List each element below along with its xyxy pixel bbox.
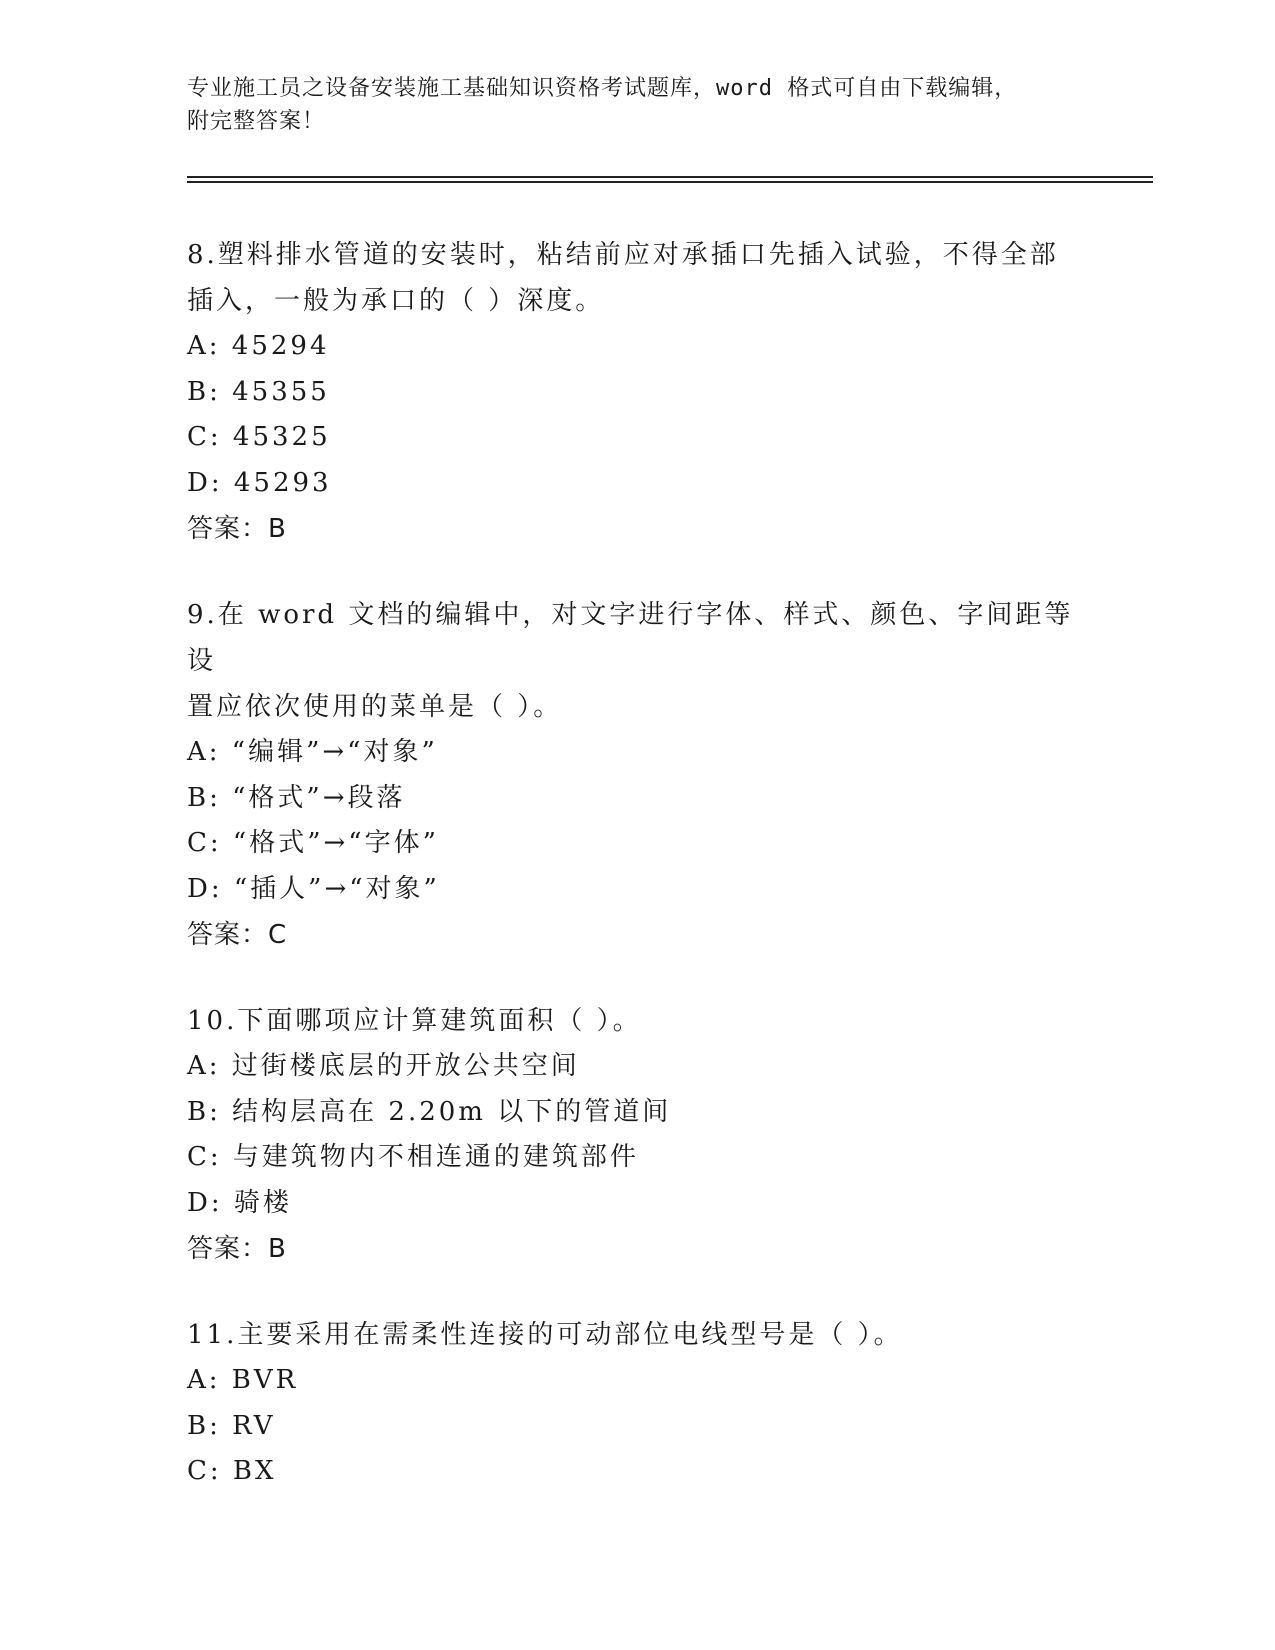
header-line-1: 专业施工员之设备安装施工基础知识资格考试题库，word 格式可自由下载编辑， <box>187 76 1018 101</box>
option-d: D: 骑楼 <box>187 1187 292 1218</box>
answer: 答案：B <box>187 514 287 544</box>
option-a: A: “编辑”→“对象” <box>187 737 438 767</box>
answer: 答案：C <box>187 920 288 950</box>
question-11 <box>187 1312 1087 1495</box>
question-list <box>187 232 1087 1535</box>
option-b: B: RV <box>187 1410 276 1441</box>
question-text: 10.下面哪项应计算建筑面积（ ）。 <box>187 1006 642 1036</box>
question-text: 8.塑料排水管道的安装时，粘结前应对承插口先插入试验，不得全部 <box>187 240 1059 270</box>
option-c: C: BX <box>187 1456 277 1486</box>
option-d: D: 45293 <box>187 467 332 498</box>
option-a: A: BVR <box>187 1365 299 1395</box>
question-9 <box>187 592 1087 958</box>
document-header <box>187 72 1087 138</box>
option-a: A: 过街楼底层的开放公共空间 <box>187 1051 580 1081</box>
question-text: 11.主要采用在需柔性连接的可动部位电线型号是（ ）。 <box>187 1320 903 1350</box>
option-c: C: 与建筑物内不相连通的建筑部件 <box>187 1142 639 1172</box>
question-text: 9.在 word 文档的编辑中，对文字进行字体、样式、颜色、字间距等设 <box>187 600 1074 676</box>
option-b: B: 45355 <box>187 376 330 407</box>
header-divider-top <box>187 176 1153 178</box>
option-b: B: “格式”→段落 <box>187 782 406 813</box>
answer: 答案：B <box>187 1234 287 1264</box>
option-b: B: 结构层高在 2.20m 以下的管道间 <box>187 1096 672 1127</box>
question-text: 插入，一般为承口的（ ）深度。 <box>187 286 605 316</box>
header-divider-bottom <box>187 181 1153 183</box>
option-d: D: “插人”→“对象” <box>187 873 440 904</box>
option-c: C: 45325 <box>187 422 331 452</box>
header-line-2: 附完整答案！ <box>187 109 326 134</box>
question-8 <box>187 232 1087 552</box>
option-a: A: 45294 <box>187 331 330 361</box>
question-10 <box>187 998 1087 1272</box>
question-text: 置应依次使用的菜单是（ ）。 <box>187 692 563 722</box>
option-c: C: “格式”→“字体” <box>187 828 439 858</box>
